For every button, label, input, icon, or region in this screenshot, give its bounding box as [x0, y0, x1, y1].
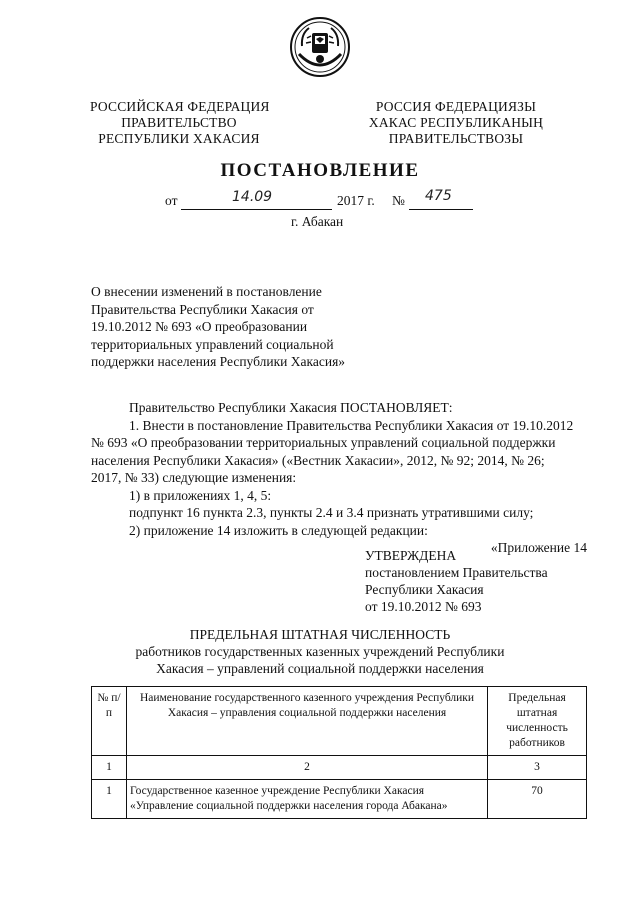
approval-block — [365, 547, 548, 615]
approval-line: от 19.10.2012 № 693 — [365, 599, 482, 614]
header-cell: № п/п — [92, 687, 127, 756]
item-1: 1) в приложениях 1, 4, 5: — [129, 487, 272, 503]
date-underline — [181, 209, 332, 210]
paragraph-line: 1. Внести в постановление Правительства Республики Хакасия от 19.10.2012 — [129, 417, 574, 433]
table-title — [0, 626, 640, 677]
header-left — [90, 99, 268, 147]
subject-line: поддержки населения Республики Хакасия» — [91, 354, 346, 369]
subject-line: 19.10.2012 № 693 «О преобразовании — [91, 319, 308, 334]
table-header-row — [92, 687, 587, 756]
table-row — [92, 780, 587, 819]
number-underline — [409, 209, 473, 210]
numbering-cell: 1 — [92, 756, 127, 780]
handwritten-date: 14.09 — [232, 189, 273, 205]
staffing-table — [91, 686, 587, 819]
document-title: ПОСТАНОВЛЕНИЕ — [220, 160, 420, 181]
header-right-line: РОССИЯ ФЕДЕРАЦИЯЗЫ — [375, 99, 537, 114]
item-1-sub: подпункт 16 пункта 2.3, пункты 2.4 и 3.4 признать утратившими силу; — [129, 505, 534, 520]
table-title-line: работников государственных казенных учреждений Республики — [135, 644, 505, 659]
date-line — [165, 193, 177, 209]
header-right-line: ХАКАС РЕСПУБЛИКАНЫҢ — [368, 115, 544, 130]
header-left-line: ПРАВИТЕЛЬСТВО — [121, 115, 237, 130]
row-count: 70 — [488, 780, 587, 819]
body-text — [91, 399, 587, 557]
preamble: Правительство Республики Хакасия ПОСТАНОВЛЯЕТ: — [129, 400, 453, 415]
coat-of-arms-icon — [289, 16, 351, 78]
subject-block — [91, 283, 365, 371]
approval-line: УТВЕРЖДЕНА — [365, 548, 457, 563]
paragraph-line: № 693 «О преобразовании территориальных управлений социальной поддержки — [91, 435, 556, 450]
header-left-line: РЕСПУБЛИКИ ХАКАСИЯ — [98, 131, 260, 146]
appendix-ref: «Приложение 14 — [490, 540, 587, 555]
item-2: 2) приложение 14 изложить в следующей редакции: — [129, 522, 428, 538]
row-institution-name: Государственное казенное учреждение Республики Хакасия «Управление социальной поддержки населения города Абакана» — [126, 780, 487, 819]
table-title-line: Хакасия – управлений социальной поддержки населения — [156, 661, 484, 676]
header-right-line: ПРАВИТЕЛЬСТВОЗЫ — [388, 131, 524, 146]
date-prefix: от — [165, 193, 178, 208]
header-right — [367, 99, 545, 147]
city: г. Абакан — [291, 214, 344, 229]
handwritten-number: 475 — [425, 188, 452, 204]
subject-line: Правительства Республики Хакасия от — [91, 301, 314, 317]
header-left-line: РОССИЙСКАЯ ФЕДЕРАЦИЯ — [90, 99, 270, 114]
date-year: 2017 г. — [337, 193, 375, 208]
subject-line: О внесении изменений в постановление — [91, 284, 322, 299]
table-title-main: ПРЕДЕЛЬНАЯ ШТАТНАЯ ЧИСЛЕННОСТЬ — [189, 627, 451, 642]
header-cell: Предельная штатная численность работников — [488, 687, 587, 756]
number-label: № — [392, 193, 405, 208]
row-number: 1 — [92, 780, 127, 819]
numbering-cell: 3 — [488, 756, 587, 780]
numbering-cell: 2 — [126, 756, 487, 780]
approval-line: постановлением Правительства — [365, 565, 548, 580]
subject-line: территориальных управлений социальной — [91, 336, 334, 352]
paragraph-line: населения Республики Хакасия» («Вестник Хакасии», 2012, № 92; 2014, № 26; — [91, 452, 545, 468]
header-cell: Наименование государственного казенного учреждения Республики Хакасия – управления социальной поддержки населения — [126, 687, 487, 756]
paragraph-line: 2017, № 33) следующие изменения: — [91, 470, 297, 485]
table-numbering-row — [92, 756, 587, 780]
approval-line: Республики Хакасия — [365, 582, 484, 597]
